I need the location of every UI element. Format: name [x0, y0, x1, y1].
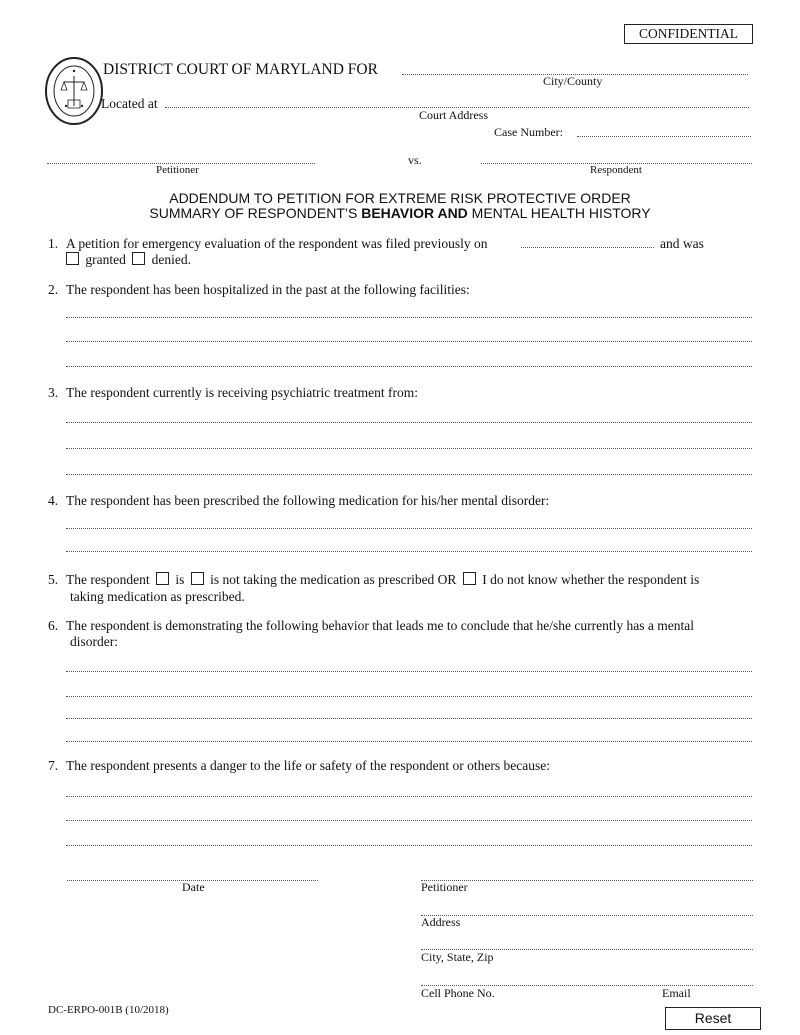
case-number-field[interactable] — [577, 122, 751, 137]
q3-text: The respondent currently is receiving psychiatric treatment from: — [66, 385, 418, 400]
title-part-c: MENTAL HEALTH HISTORY — [467, 205, 651, 221]
respondent-field[interactable] — [481, 149, 752, 164]
reset-button-label: Reset — [694, 1010, 732, 1026]
q4-number: 4. — [48, 493, 59, 508]
is-not-checkbox[interactable] — [191, 572, 204, 585]
title-part-a: SUMMARY OF RESPONDENT’S — [149, 205, 362, 221]
court-title: DISTRICT COURT OF MARYLAND FOR — [103, 61, 378, 78]
city-county-label: City/County — [543, 74, 603, 88]
q5-lead: The respondent — [66, 572, 150, 587]
q1-text: A petition for emergency evaluation of the respondent was filed previously on — [66, 236, 488, 251]
q2-line-1[interactable] — [66, 317, 752, 318]
q2-line-3[interactable] — [66, 366, 752, 367]
q5-number: 5. — [48, 572, 59, 587]
q3-line-3[interactable] — [66, 474, 752, 475]
q4-line-1[interactable] — [66, 528, 752, 529]
q6-line-3[interactable] — [66, 718, 752, 719]
address-caption: Address — [421, 915, 461, 929]
city-state-zip-caption: City, State, Zip — [421, 950, 494, 964]
petitioner-signature-caption: Petitioner — [421, 880, 468, 894]
form-id: DC-ERPO-001B (10/2018) — [48, 1004, 169, 1016]
q5-is-not-label: is not taking the medication as prescribed OR — [210, 572, 457, 587]
q6-line-1[interactable] — [66, 671, 752, 672]
q6-number: 6. — [48, 618, 59, 633]
q7-number: 7. — [48, 758, 59, 773]
q7-line-2[interactable] — [66, 820, 752, 821]
date-field[interactable] — [67, 866, 318, 881]
q5-line2: taking medication as prescribed. — [70, 589, 245, 604]
dont-know-checkbox[interactable] — [463, 572, 476, 585]
q2-line-2[interactable] — [66, 341, 752, 342]
petitioner-signature-field[interactable] — [421, 866, 753, 881]
reset-button[interactable] — [665, 1007, 761, 1030]
vs-label: vs. — [408, 153, 422, 167]
q2-number: 2. — [48, 282, 59, 297]
q3-line-1[interactable] — [66, 422, 752, 423]
court-address-field[interactable] — [165, 93, 749, 108]
court-address-label: Court Address — [419, 108, 488, 122]
q5-is-label: is — [175, 572, 185, 587]
located-at-label: Located at — [101, 96, 158, 111]
confidential-label: CONFIDENTIAL — [639, 26, 738, 41]
q5-dont-know-label: I do not know whether the respondent is — [482, 572, 700, 587]
q1-number: 1. — [48, 236, 59, 251]
court-seal — [44, 56, 104, 126]
q1-choice-row — [66, 252, 191, 268]
phone-email-field[interactable] — [421, 971, 753, 986]
form-title-line2 — [0, 205, 800, 221]
q2-text: The respondent has been hospitalized in the past at the following facilities: — [66, 282, 470, 297]
q6-text: The respondent is demonstrating the following behavior that leads me to conclude that he/she currently has a mental — [66, 618, 694, 633]
q4-line-2[interactable] — [66, 551, 752, 552]
q3-line-2[interactable] — [66, 448, 752, 449]
denied-checkbox[interactable] — [132, 252, 145, 265]
date-caption: Date — [182, 880, 205, 894]
q3-number: 3. — [48, 385, 59, 400]
q6-line-4[interactable] — [66, 741, 752, 742]
respondent-caption: Respondent — [590, 164, 642, 176]
granted-checkbox[interactable] — [66, 252, 79, 265]
confidential-box — [624, 24, 753, 44]
address-field[interactable] — [421, 901, 753, 916]
title-part-b: BEHAVIOR AND — [361, 205, 468, 221]
petitioner-caption: Petitioner — [156, 164, 199, 176]
city-county-field[interactable] — [402, 60, 748, 75]
cell-phone-caption: Cell Phone No. — [421, 986, 495, 1000]
email-caption: Email — [662, 986, 691, 1000]
is-checkbox[interactable] — [156, 572, 169, 585]
q7-line-3[interactable] — [66, 845, 752, 846]
q4-text: The respondent has been prescribed the following medication for his/her mental disorder: — [66, 493, 550, 508]
denied-label: denied. — [151, 252, 191, 267]
q7-text: The respondent presents a danger to the life or safety of the respondent or others because: — [66, 758, 550, 773]
q6-line-2[interactable] — [66, 696, 752, 697]
q5-row — [66, 572, 699, 588]
form-title-line1: ADDENDUM TO PETITION FOR EXTREME RISK PROTECTIVE ORDER — [169, 190, 631, 206]
q1-and-was: and was — [660, 236, 704, 251]
granted-label: granted — [85, 252, 126, 267]
city-state-zip-field[interactable] — [421, 935, 753, 950]
q6-line2-text: disorder: — [70, 634, 118, 649]
petitioner-field[interactable] — [47, 149, 315, 164]
q1-date-field[interactable] — [521, 233, 654, 248]
case-number-label: Case Number: — [494, 125, 563, 139]
q7-line-1[interactable] — [66, 796, 752, 797]
